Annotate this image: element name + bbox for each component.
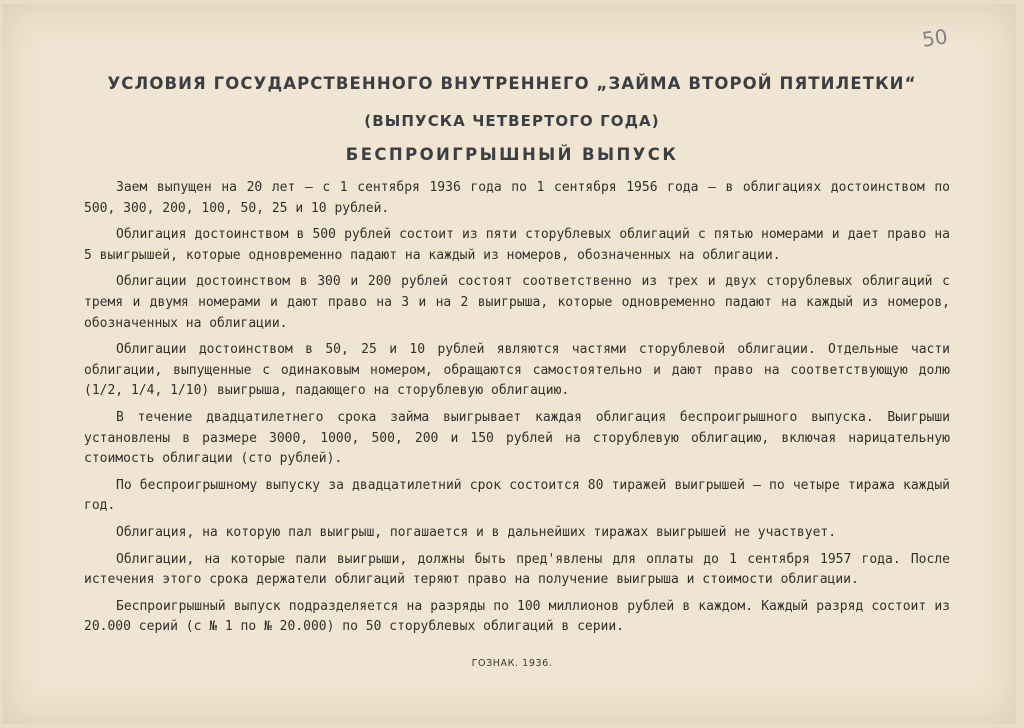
issue-heading: БЕСПРОИГРЫШНЫЙ ВЫПУСК bbox=[345, 145, 679, 164]
paragraph: Облигация достоинством в 500 рублей состоит из пяти сторублевых облигаций с пятью номерами и дает право на 5 выигрышей, которые одновременно падают на каждый из номеров, обозначенных на облигации. bbox=[84, 227, 950, 263]
document-title: УСЛОВИЯ ГОСУДАРСТВЕННОГО ВНУТРЕННЕГО „ЗАЙМА ВТОРОЙ ПЯТИЛЕТКИ“ bbox=[107, 74, 917, 93]
paragraph: Беспроигрышный выпуск подразделяется на разряды по 100 миллионов рублей в каждом. Каждый разряд состоит из 20.000 серий (с № 1 по № 20.000) по 50 сторублевых облигаций в серии. bbox=[84, 598, 950, 635]
paragraph: Облигация, на которую пал выигрыш, погашается и в дальнейших тиражах выигрышей не участвует. bbox=[116, 524, 837, 540]
paragraph: Облигации, на которые пали выигрыши, должны быть пред'явлены для оплаты до 1 сентября 1957 года. После истечения этого срока держатели облигаций теряют право на получение выигрыша и стоимости облигации. bbox=[84, 551, 950, 588]
paragraph: В течение двадцатилетнего срока займа выигрывает каждая облигация беспроигрышного выпуска. Выигрыши установлены в размере 3000, 1000, 500, 200 и 150 рублей на сторублевую облигацию, включая нарицательную стоимость облигации (сто рублей). bbox=[84, 409, 950, 467]
paragraph: Облигации достоинством в 300 и 200 рублей состоят соответственно из трех и двух сторублевых облигаций с тремя и двумя номерами и дают право на 3 и на 2 выигрыша, которые одновременно падают на каждый из номеров, обозначенных на облигации. bbox=[84, 274, 950, 331]
document-subtitle: (ВЫПУСКА ЧЕТВЕРТОГО ГОДА) bbox=[364, 112, 660, 130]
paragraph: Заем выпущен на 20 лет — с 1 сентября 1936 года по 1 сентября 1956 года — в облигациях достоинством по 500, 300, 200, 100, 50, 25 и 10 рублей. bbox=[84, 180, 950, 216]
printer-imprint: ГОЗНАК. 1936. bbox=[471, 658, 553, 669]
paragraph: Облигации достоинством в 50, 25 и 10 рублей являются частями сторублевой облигации. Отдельные части облигации, выпущенные с одинаковым номером, обращаются самостоятельно и дают право на соответствующую долю (1/2, 1/4, 1/10) выигрыша, падающего на сторублевую облигацию. bbox=[84, 342, 950, 399]
paragraph: По беспроигрышному выпуску за двадцатилетний срок состоится 80 тиражей выигрышей — по четыре тиража каждый год. bbox=[84, 477, 950, 514]
terms-body bbox=[84, 178, 950, 644]
pencil-note: 50 bbox=[920, 24, 949, 52]
